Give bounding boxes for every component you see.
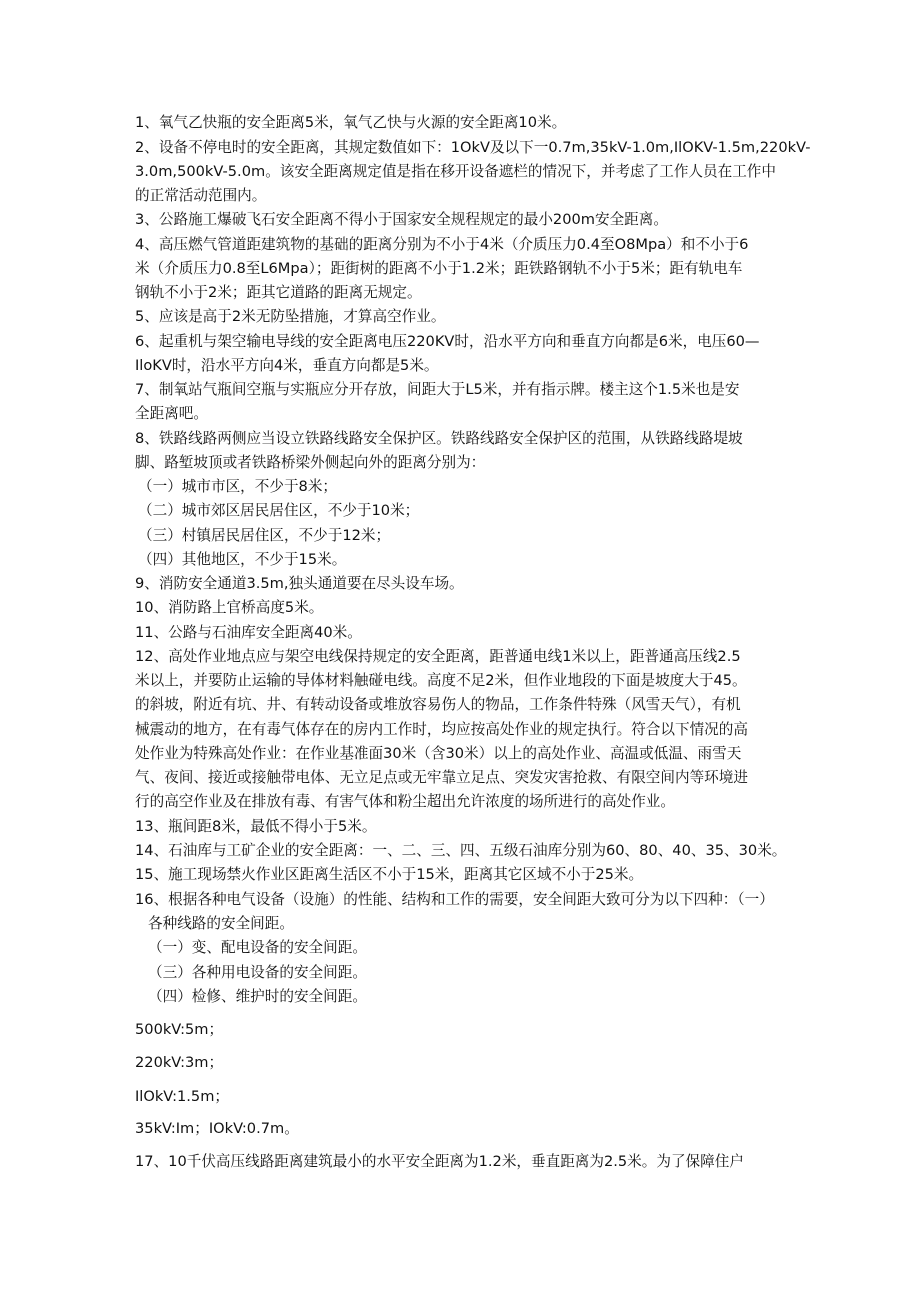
item-8-sub-3: （三）村镇居民居住区，不少于12米； [138,527,391,544]
item-12-line-4: 械震动的地方，在有毒气体存在的房内工作时，均应按高处作业的规定执行。符合以下情况的高 [135,721,748,738]
voltage-220kv: 220kV:3m； [135,1054,224,1071]
item-8-sub-4: （四）其他地区，不少于15米。 [138,551,347,568]
item-2-line-1: 2、设备不停电时的安全距离，其规定数值如下：1OkV及以下一0.7m,35kV-1.0m,IlOKV-1.5m,220kV- [135,139,811,156]
item-12-line-5: 处作业为特殊高处作业：在作业基准面30米（含30米）以上的高处作业、高温或低温、雨雪天 [135,745,742,762]
item-16-line-1: 16、根据各种电气设备（设施）的性能、结构和工作的需要，安全间距大致可分为以下四种：（一） [135,891,774,908]
item-8-line-1: 8、铁路线路两侧应当设立铁路线路安全保护区。铁路线路安全保护区的范围，从铁路线路堤坡 [135,430,743,447]
item-16-sub-4: （四）检修、维护时的安全间距。 [148,988,367,1005]
item-12-line-2: 米以上，并要防止运输的导体材料触碰电线。高度不足2米，但作业地段的下面是坡度大于45。 [135,672,747,689]
item-5: 5、应该是高于2米无防坠措施，才算高空作业。 [135,308,446,325]
item-4-line-1: 4、高压燃气管道距建筑物的基础的距离分别为不小于4米（介质压力0.4至O8Mpa）和不小于6 [135,236,749,253]
item-9: 9、消防安全通道3.5m,独头通道要在尽头设车场。 [135,575,464,592]
item-6-line-1: 6、起重机与架空输电导线的安全距离电压220KV时，沿水平方向和垂直方向都是6米，电压60— [135,333,760,350]
item-4-line-3: 钢轨不小于2米；距其它道路的距离无规定。 [135,284,422,301]
item-16-sub-3: （三）各种用电设备的安全间距。 [148,964,367,981]
item-11: 11、公路与石油库安全距离40米。 [135,624,362,641]
item-8-line-2: 脚、路堑坡顶或者铁路桥梁外侧起向外的距离分别为： [135,454,486,471]
voltage-500kv: 500kV:5m； [135,1021,224,1038]
item-13: 13、瓶间距8米，最低不得小于5米。 [135,818,377,835]
item-4-line-2: 米（介质压力0.8至L6Mpa）；距街树的距离不小于1.2米；距铁路钢轨不小于5米；距有轨电车 [135,260,743,277]
item-15: 15、施工现场禁火作业区距离生活区不小于15米，距离其它区域不小于25米。 [135,866,644,883]
item-6-line-2: IloKV时，沿水平方向4米，垂直方向都是5米。 [135,357,439,374]
item-16-sub-1: （一）变、配电设备的安全间距。 [148,939,367,956]
item-17-line-1: 17、10千伏高压线路距离建筑最小的水平安全距离为1.2米，垂直距离为2.5米。为了保障住户 [135,1153,744,1170]
item-12-line-6: 气、夜间、接近或接触带电体、无立足点或无牢靠立足点、突发灾害抢救、有限空间内等环境进 [135,769,748,786]
voltage-110kv: IlOkV:1.5m； [135,1088,230,1105]
item-10: 10、消防路上官桥高度5米。 [135,599,324,616]
item-1: 1、氧气乙快瓶的安全距离5米，氧气乙快与火源的安全距离10米。 [135,114,567,131]
item-8-sub-2: （二）城市郊区居民居住区，不少于10米； [138,502,420,519]
item-3: 3、公路施工爆破飞石安全距离不得小于国家安全规程规定的最小200m安全距离。 [135,211,668,228]
item-12-line-1: 12、高处作业地点应与架空电线保持规定的安全距离，距普通电线1米以上，距普通高压线2.5 [135,648,741,665]
item-7-line-2: 全距离吧。 [135,405,208,422]
item-8-sub-1: （一）城市市区，不少于8米； [138,478,338,495]
item-2-line-3: 的正常活动范围内。 [135,187,267,204]
item-12-line-7: 行的高空作业及在排放有毒、有害气体和粉尘超出允许浓度的场所进行的高处作业。 [135,793,675,810]
item-2-line-2: 3.0m,500kV-5.0m。该安全距离规定值是指在移开设备遮栏的情况下，并考虑了工作人员在工作中 [135,163,776,180]
voltage-35kv-10kv: 35kV:Im；IOkV:0.7m。 [135,1120,299,1137]
item-16-line-2: 各种线路的安全间距。 [148,915,294,932]
item-7-line-1: 7、制氧站气瓶间空瓶与实瓶应分开存放，间距大于L5米，并有指示牌。楼主这个1.5米也是安 [135,381,740,398]
item-14: 14、石油库与工矿企业的安全距离：一、二、三、四、五级石油库分别为60、80、40、35、30米。 [135,842,787,859]
item-12-line-3: 的斜坡，附近有坑、井、有转动设备或堆放容易伤人的物品，工作条件特殊（风雪天气），有机 [135,696,741,713]
